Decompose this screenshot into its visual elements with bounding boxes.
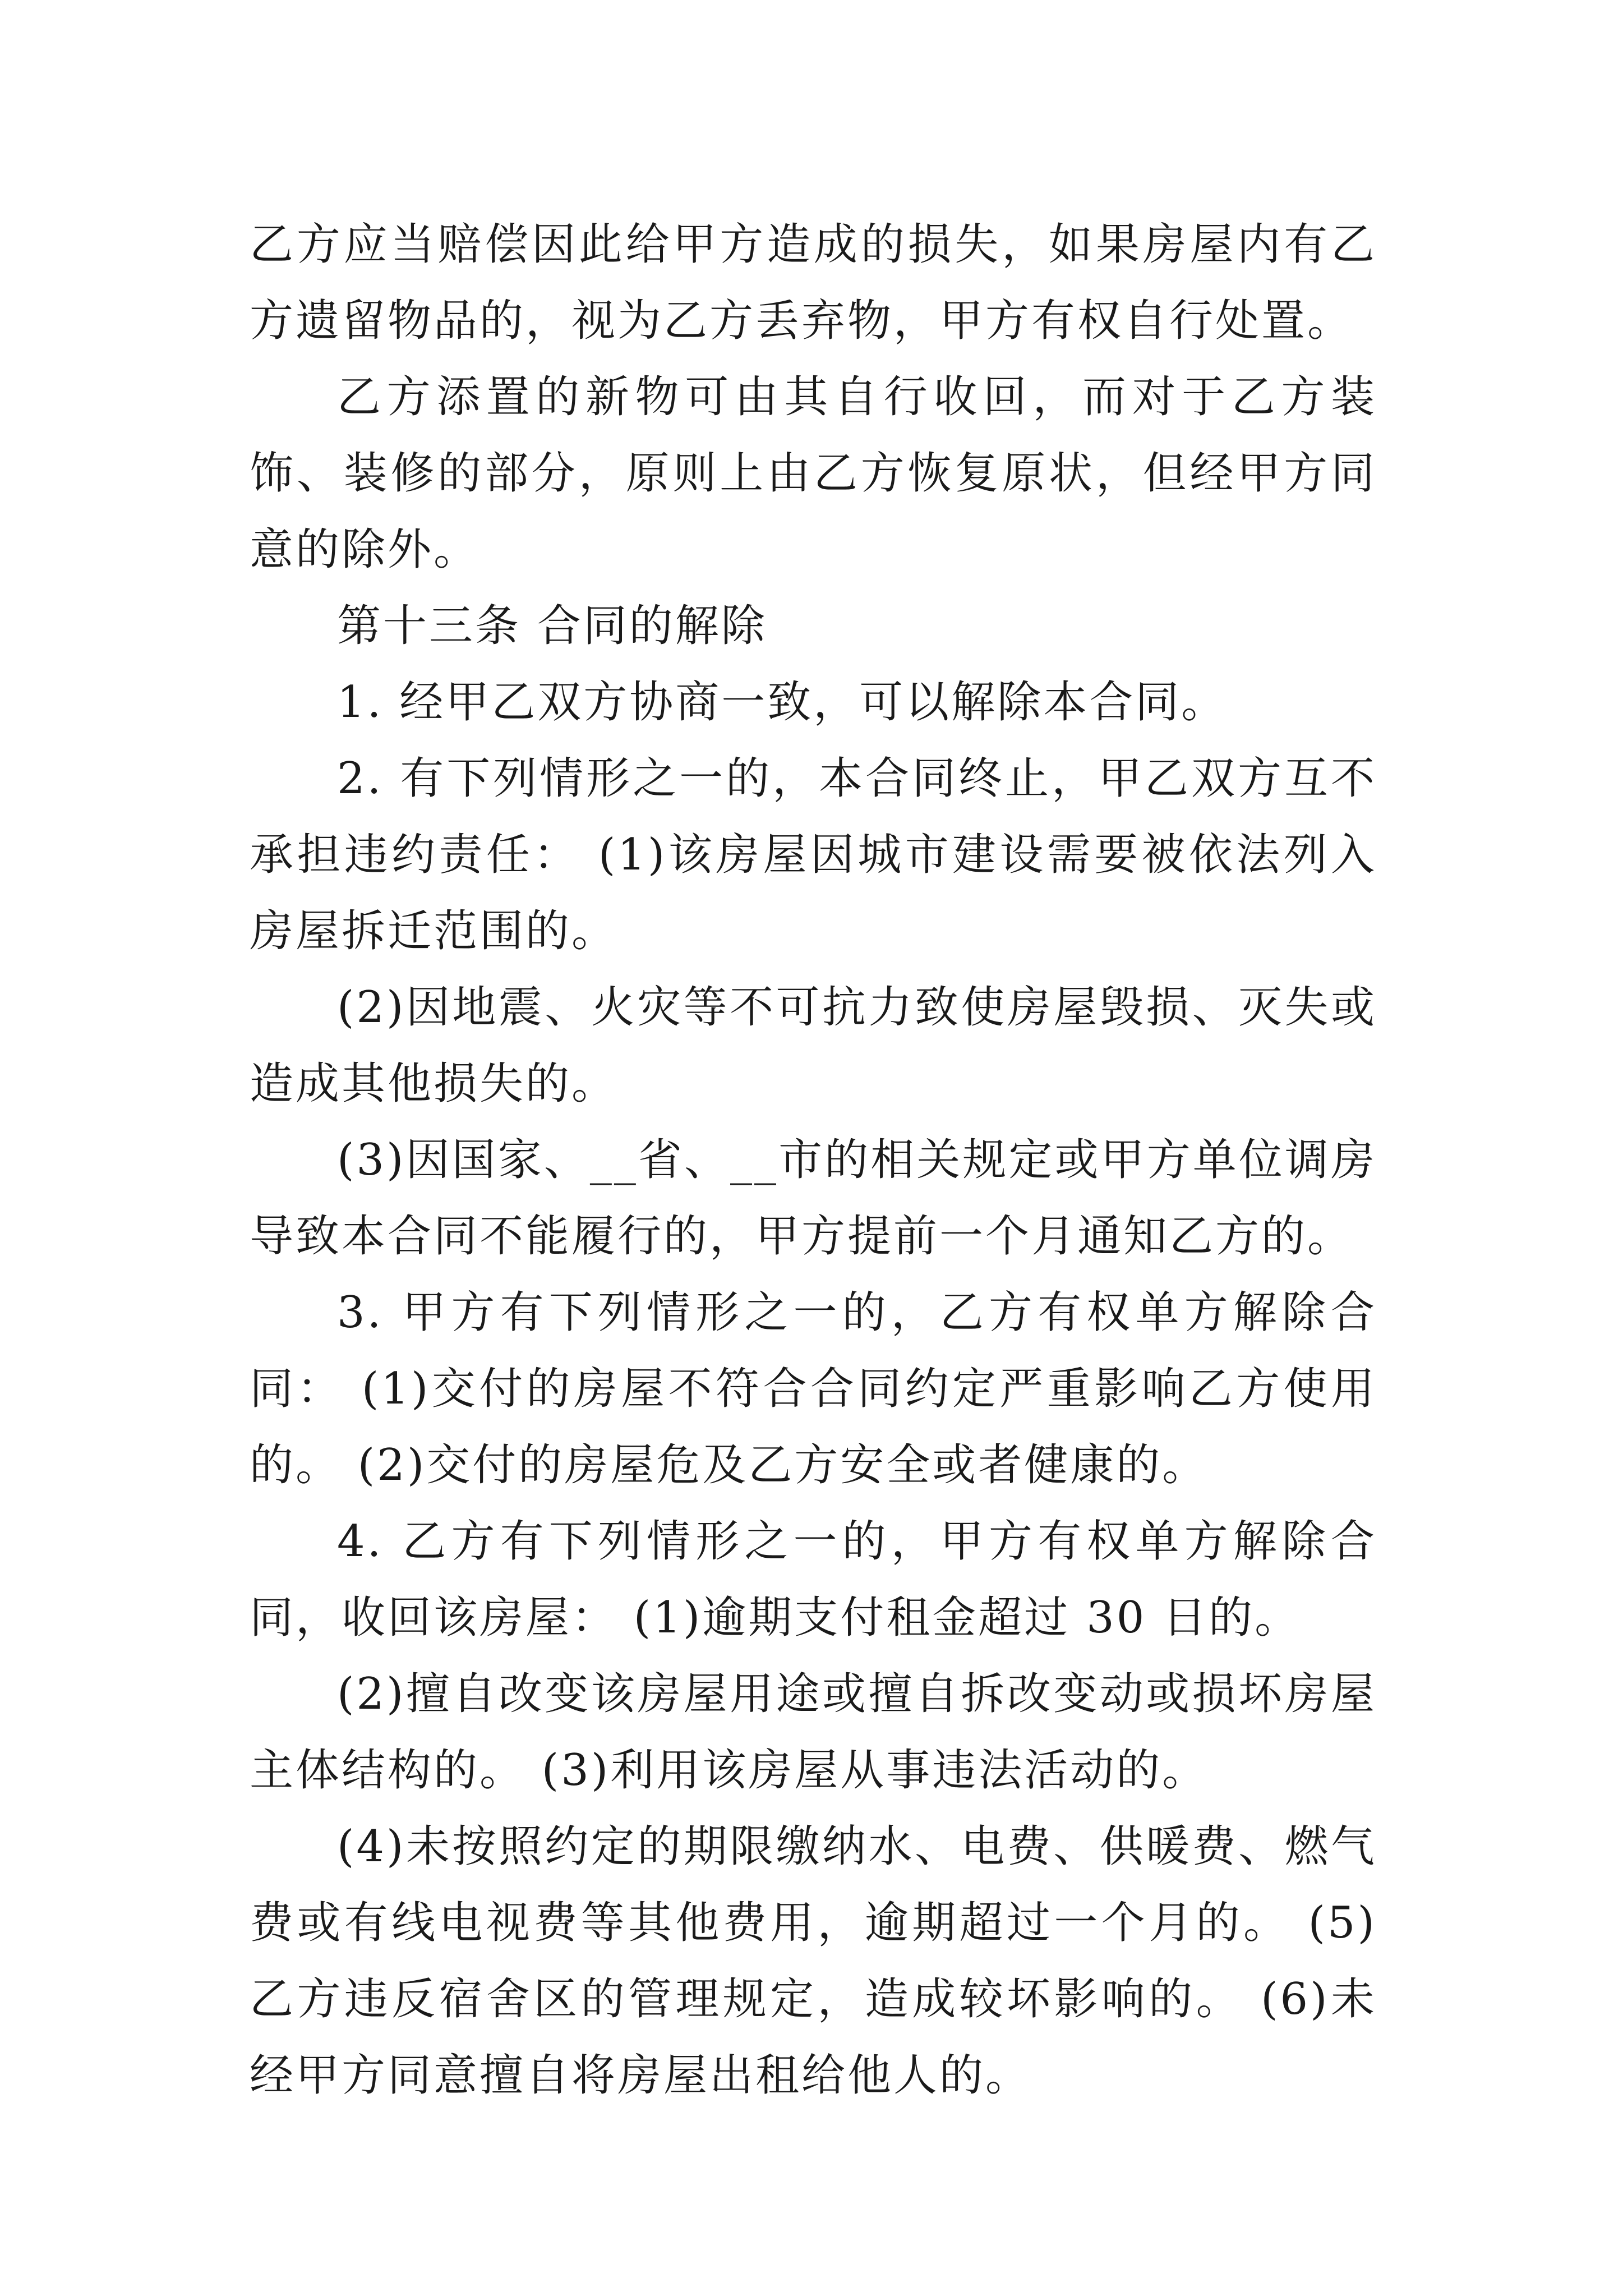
paragraph-furnishings: 乙方添置的新物可由其自行收回，而对于乙方装饰、装修的部分，原则上由乙方恢复原状，但经甲方同意的除外。 [250, 372, 1377, 575]
paragraph-continuation: 乙方应当赔偿因此给甲方造成的损失，如果房屋内有乙方遗留物品的，视为乙方丢弃物，甲方有权自行处置。 [250, 219, 1377, 346]
clause-2: 2. 有下列情形之一的，本合同终止，甲乙双方互不承担违约责任： (1)该房屋因城市建设需要被依法列入房屋拆迁范围的。 [250, 753, 1377, 956]
clause-4-items-2-3: (2)擅自改变该房屋用途或擅自拆改变动或损坏房屋主体结构的。 (3)利用该房屋从事违法活动的。 [250, 1669, 1377, 1796]
clause-4: 4. 乙方有下列情形之一的，甲方有权单方解除合同，收回该房屋： (1)逾期支付租金超过 30 日的。 [250, 1516, 1377, 1643]
section-heading-article-13: 第十三条 合同的解除 [337, 601, 767, 651]
document-body [250, 206, 1377, 2114]
clause-2-item-2: (2)因地震、火灾等不可抗力致使房屋毁损、灭失或造成其他损失的。 [250, 982, 1377, 1109]
clause-4-items-4-6: (4)未按照约定的期限缴纳水、电费、供暖费、燃气费或有线电视费等其他费用，逾期超过一个月的。 (5)乙方违反宿舍区的管理规定，造成较坏影响的。 (6)未经甲方同意擅自将房屋出租给他人的。 [250, 1821, 1377, 2101]
clause-3: 3. 甲方有下列情形之一的，乙方有权单方解除合同： (1)交付的房屋不符合合同约定严重影响乙方使用的。 (2)交付的房屋危及乙方安全或者健康的。 [250, 1287, 1377, 1490]
clause-1: 1. 经甲乙双方协商一致，可以解除本合同。 [337, 677, 1228, 728]
clause-2-item-3: (3)因国家、__省、__市的相关规定或甲方单位调房导致本合同不能履行的，甲方提前一个月通知乙方的。 [250, 1135, 1377, 1262]
